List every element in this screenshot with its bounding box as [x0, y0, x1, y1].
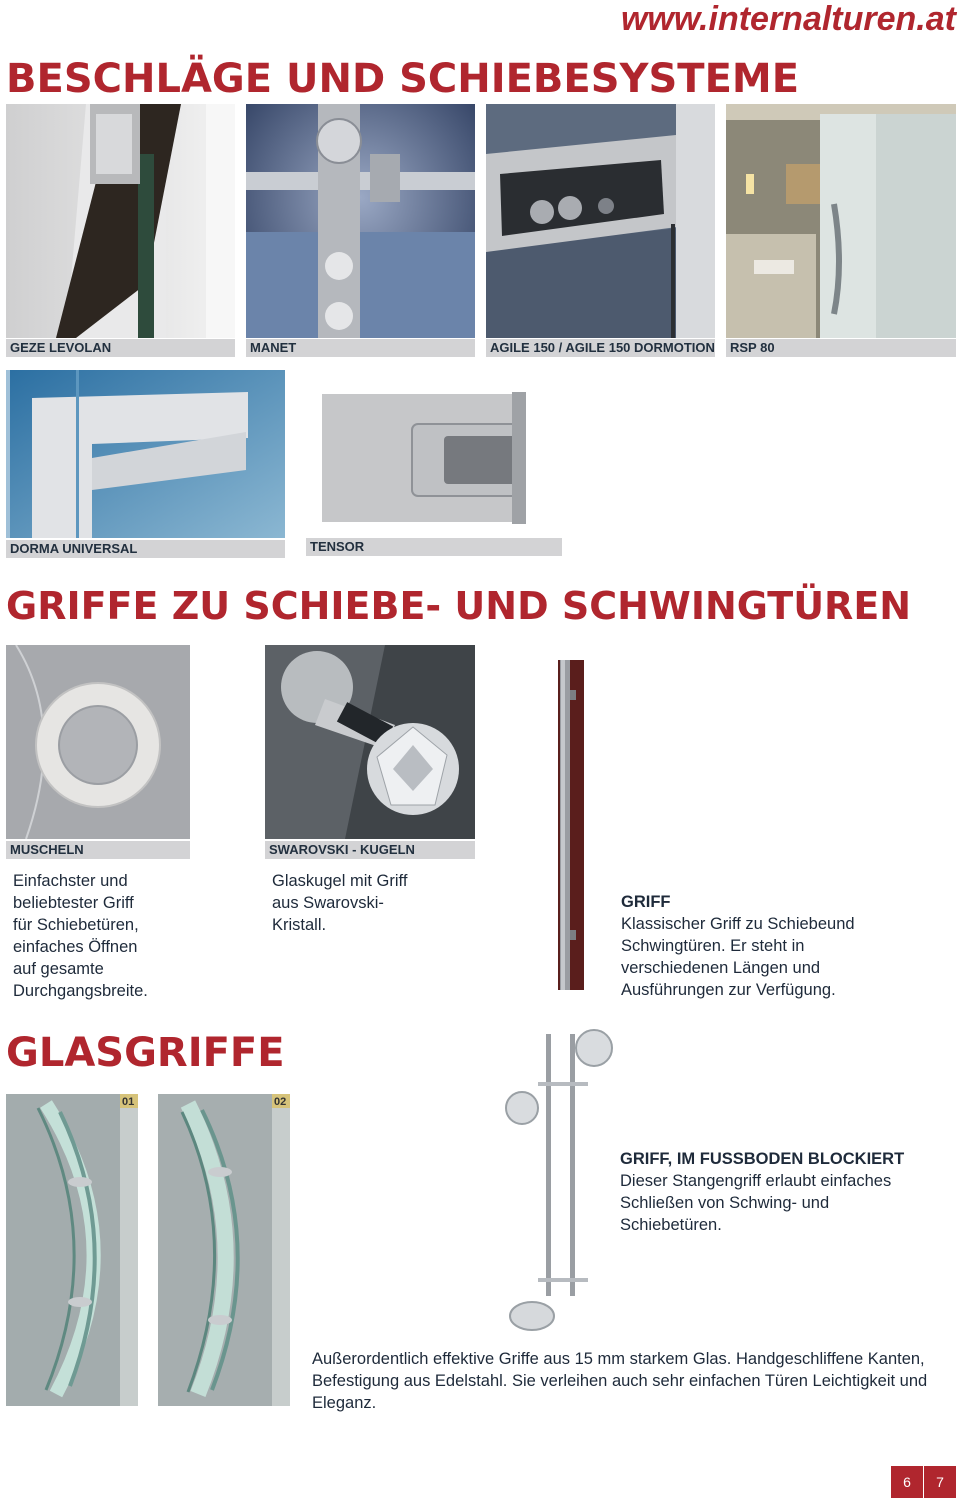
photo-rsp-80 [726, 104, 956, 338]
desc-line: Befestigung aus Edelstahl. Sie verleihen auch sehr einfachen Türen Leichtigkeit und [312, 1372, 928, 1390]
photo-geze-levolan [6, 104, 235, 338]
label-tensor: TENSOR [306, 538, 562, 556]
desc-line: Dieser Stangengriff erlaubt einfaches [620, 1172, 892, 1190]
blockiert-description [620, 1170, 950, 1236]
desc-line: Schwingtüren. Er steht in [621, 937, 805, 955]
page-number-right: 7 [924, 1466, 956, 1498]
photo-glasgriff-02 [158, 1094, 290, 1406]
page-number-left: 6 [891, 1466, 923, 1498]
desc-line: Klassischer Griff zu Schiebeund [621, 915, 855, 933]
photo-agile-150 [486, 104, 715, 338]
label-muscheln: MUSCHELN [6, 841, 190, 859]
label-rsp-80: RSP 80 [726, 339, 956, 357]
griff-description [621, 913, 951, 1001]
label-manet: MANET [246, 339, 475, 357]
section-title-griffe: GRIFFE ZU SCHIEBE- UND SCHWINGTÜREN [6, 584, 912, 628]
photo-manet [246, 104, 475, 338]
desc-line: Außerordentlich effektive Griffe aus 15 mm starkem Glas. Handgeschliffene Kanten, [312, 1350, 925, 1368]
desc-line: für Schiebetüren, [13, 916, 139, 934]
swarovski-description [272, 870, 472, 936]
photo-griff-bar [556, 660, 586, 992]
desc-line: Eleganz. [312, 1394, 377, 1412]
badge-01: 01 [122, 1096, 135, 1108]
desc-line: verschiedenen Längen und [621, 959, 821, 977]
desc-line: beliebtester Griff [13, 894, 134, 912]
website-url: www.internalturen.at [620, 0, 956, 38]
label-dorma-universal: DORMA UNIVERSAL [6, 540, 285, 558]
glasgriffe-description [312, 1348, 952, 1414]
desc-line: einfaches Öffnen [13, 938, 138, 956]
desc-line: aus Swarovski- [272, 894, 384, 912]
desc-line: auf gesamte [13, 960, 104, 978]
badge-02: 02 [274, 1096, 287, 1108]
blockiert-title: GRIFF, IM FUSSBODEN BLOCKIERT [620, 1150, 905, 1168]
desc-line: Durchgangsbreite. [13, 982, 148, 1000]
photo-muscheln [6, 645, 190, 839]
photo-stangengriff [500, 1026, 616, 1338]
griff-title: GRIFF [621, 893, 671, 911]
photo-tensor [316, 390, 532, 526]
label-geze-levolan: GEZE LEVOLAN [6, 339, 235, 357]
photo-glasgriff-01 [6, 1094, 138, 1406]
desc-line: Glaskugel mit Griff [272, 872, 408, 890]
desc-line: Schließen von Schwing- und [620, 1194, 830, 1212]
desc-line: Ausführungen zur Verfügung. [621, 981, 836, 999]
label-agile-150: AGILE 150 / AGILE 150 DORMOTION [486, 339, 715, 357]
photo-swarovski [265, 645, 475, 839]
section-title-glasgriffe: GLASGRIFFE [6, 1030, 285, 1076]
desc-line: Kristall. [272, 916, 327, 934]
desc-line: Einfachster und [13, 872, 128, 890]
photo-dorma-universal [6, 370, 285, 538]
section-title-beschlaege: BESCHLÄGE UND SCHIEBESYSTEME [6, 56, 800, 102]
muscheln-description [13, 870, 193, 1002]
desc-line: Schiebetüren. [620, 1216, 722, 1234]
label-swarovski: SWAROVSKI - KUGELN [265, 841, 475, 859]
